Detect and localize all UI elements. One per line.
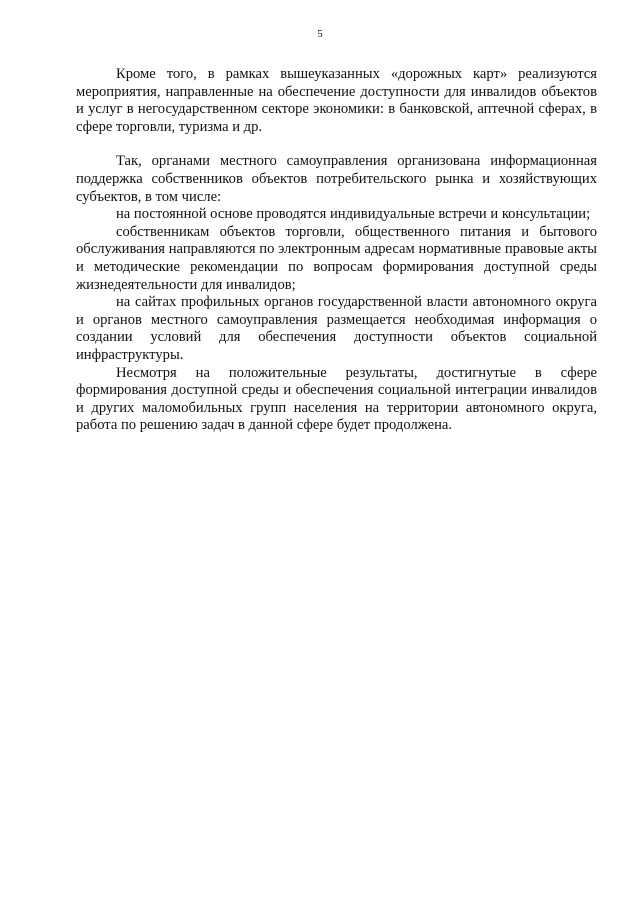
paragraph-normative-acts: собственникам объектов торговли, общественного питания и бытового обслуживания направляются по электронным адресам нормативные правовые акты и методические рекомендации по вопросам формирования доступной среды жизнедеятельности для инвалидов; bbox=[76, 223, 597, 293]
document-body bbox=[76, 66, 597, 435]
paragraph-conclusion: Несмотря на положительные результаты, достигнутые в сфере формирования доступной среды и обеспечения социальной интеграции инвалидов и других маломобильных групп населения на территории автономного округа, работа по решению задач в данной сфере будет продолжена. bbox=[76, 364, 597, 434]
paragraph-websites: на сайтах профильных органов государственной власти автономного округа и органов местного самоуправления размещается необходимая информация о создании условий для обеспечения доступности объектов социальной инфраструктуры. bbox=[76, 294, 597, 363]
paragraph-info-support: Так, органами местного самоуправления организована информационная поддержка собственников объектов потребительского рынка и хозяйствующих субъектов, в том числе: bbox=[76, 153, 597, 205]
paragraph-roadmaps: Кроме того, в рамках вышеуказанных «дорожных карт» реализуются мероприятия, направленные на обеспечение доступности для инвалидов объектов и услуг в негосударственном секторе экономики: в банковской, аптечной сферах, в сфере торговли, туризма и др. bbox=[76, 66, 597, 135]
paragraph-spacer bbox=[76, 136, 597, 153]
page-number: 5 bbox=[317, 28, 323, 40]
paragraph-consultations: на постоянной основе проводятся индивидуальные встречи и консультации; bbox=[116, 206, 591, 223]
